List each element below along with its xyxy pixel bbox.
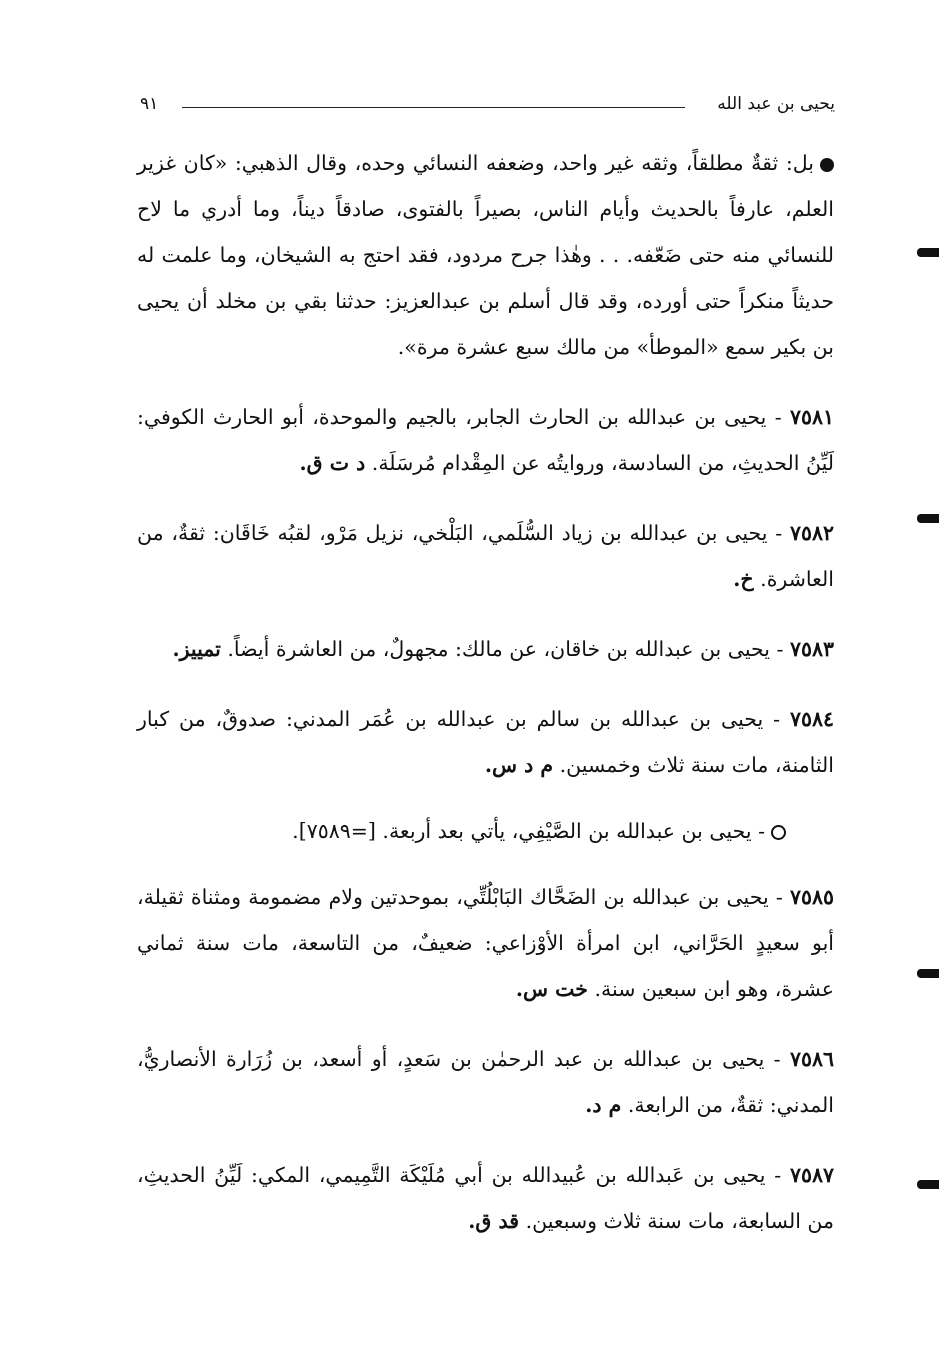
entry-7586: ٧٥٨٦ - يحيى بن عبدالله بن عبد الرحمٰن بن سَعدٍ، أو أسعد، بن زُرَارة الأنصاريُّ، المدني: ثقةٌ، من الرابعة. م د. — [137, 1047, 834, 1117]
filled-circle-icon — [820, 158, 834, 172]
entry-text: يحيى بن عبدالله بن زياد السُّلَمي، البَلْخي، نزيل مَرْو، لقبُه خَاقَان: ثقةٌ، من العاشرة. — [137, 521, 834, 591]
entry-symbols: خ. — [733, 567, 754, 591]
entry-number: ٧٥٨٤ — [789, 707, 834, 731]
page-number: ٩١ — [140, 94, 159, 114]
entry-symbols: م د. — [585, 1093, 622, 1117]
margin-thumb-mark — [917, 514, 939, 523]
header-rule — [182, 107, 685, 108]
entry-text: يحيى بن عبدالله بن سالم بن عبدالله بن عُمَر المدني: صدوقٌ، من كبار الثامنة، مات سنة ثلاث وخمسين. — [137, 707, 834, 777]
running-title: يحيى بن عبد الله — [717, 94, 835, 114]
margin-thumb-mark — [917, 1180, 939, 1189]
entry-7584: ٧٥٨٤ - يحيى بن عبدالله بن سالم بن عبدالله بن عُمَر المدني: صدوقٌ، من كبار الثامنة، مات سنة ثلاث وخمسين. م د س. — [137, 707, 834, 777]
entry-cross-reference: - يحيى بن عبدالله بن الصَّيْفِي، يأتي بعد أربعة. [=٧٥٨٩]. — [137, 808, 834, 854]
entry-number: ٧٥٨٥ — [789, 885, 834, 909]
entry-7581: ٧٥٨١ - يحيى بن عبدالله بن الحارث الجابر، بالجيم والموحدة، أبو الحارث الكوفي: لَيِّنُ الحديثِ، من السادسة، وروايتُه عن المِقْدام مُرسَلَة. د ت ق. — [137, 405, 835, 475]
entry-number: ٧٥٨٦ — [789, 1047, 834, 1071]
entry-7587: ٧٥٨٧ - يحيى بن عَبدالله بن عُبيدالله بن أبي مُلَيْكَة التَّمِيمي، المكي: لَيِّنُ الحديثِ، من السابعة، مات سنة ثلاث وسبعين. قد ق. — [137, 1163, 834, 1233]
entry-text: يحيى بن عبدالله بن خاقان، عن مالك: مجهولٌ، من العاشرة أيضاً. — [227, 637, 770, 661]
entry-text: يحيى بن عبدالله بن الصَّيْفِي، يأتي بعد أربعة. [=٧٥٨٩]. — [292, 819, 752, 843]
margin-thumb-mark — [917, 969, 939, 978]
entry-7583: ٧٥٨٣ - يحيى بن عبدالله بن خاقان، عن مالك: مجهولٌ، من العاشرة أيضاً. تمييز. — [172, 637, 834, 661]
entry-number: ٧٥٨٢ — [789, 521, 834, 545]
entry-continuation — [137, 140, 834, 370]
margin-thumb-mark — [917, 248, 939, 257]
entry-symbols: خت س. — [515, 977, 588, 1001]
running-header — [140, 92, 835, 122]
entry-symbols: قد ق. — [468, 1209, 520, 1233]
hollow-circle-icon — [771, 825, 786, 840]
entry-symbols: د ت ق. — [299, 451, 366, 475]
entry-number: ٧٥٨١ — [789, 405, 835, 429]
entry-text: يحيى بن عبدالله بن الضَحَّاك البَابْلُتِّي، بموحدتين ولام مضمومة ومثناة ثقيلة، أبو سعيدٍ الحَرَّاني، ابن امرأة الأوْزاعي: ضعيفٌ، من التاسعة، مات سنة ثماني عشرة، وهو ابن سبعين سنة. — [137, 885, 834, 1001]
entry-number: ٧٥٨٣ — [789, 637, 834, 661]
entry-text: بل: ثقةٌ مطلقاً، وثقه غير واحد، وضعفه النسائي وحده، وقال الذهبي: «كان غزير العلم، عارفاً بالحديث وأيام الناس، بصيراً بالفتوى، صادقاً ديناً، وما أدري ما لاح للنسائي منه حتى ضَعّفه. . . وهٰذا جرح مردود، فقد احتج به الشيخان، وما علمت له حديثاً منكراً حتى أورده، وقد قال أسلم بن عبدالعزيز: حدثنا بقي بن مخلد أن يحيى بن بكير سمع «الموطأ» من مالك سبع عشرة مرة». — [137, 151, 834, 359]
entry-symbols: م د س. — [484, 753, 554, 777]
text-column — [137, 140, 834, 1244]
entry-text: يحيى بن عبدالله بن عبد الرحمٰن بن سَعدٍ، أو أسعد، بن زُرَارة الأنصاريُّ، المدني: ثقةٌ، من الرابعة. — [137, 1047, 834, 1117]
entry-text: يحيى بن عَبدالله بن عُبيدالله بن أبي مُلَيْكَة التَّمِيمي، المكي: لَيِّنُ الحديثِ، من السابعة، مات سنة ثلاث وسبعين. — [137, 1163, 834, 1233]
entry-symbols: تمييز. — [172, 637, 221, 661]
entry-text: يحيى بن عبدالله بن الحارث الجابر، بالجيم والموحدة، أبو الحارث الكوفي: لَيِّنُ الحديثِ، من السادسة، وروايتُه عن المِقْدام مُرسَلَة. — [137, 405, 834, 475]
entry-7585: ٧٥٨٥ - يحيى بن عبدالله بن الضَحَّاك البَابْلُتِّي، بموحدتين ولام مضمومة ومثناة ثقيلة، أبو سعيدٍ الحَرَّاني، ابن امرأة الأوْزاعي: ضعيفٌ، من التاسعة، مات سنة ثماني عشرة، وهو ابن سبعين سنة. خت س. — [137, 885, 834, 1001]
entry-number: ٧٥٨٧ — [789, 1163, 834, 1187]
entry-7582: ٧٥٨٢ - يحيى بن عبدالله بن زياد السُّلَمي، البَلْخي، نزيل مَرْو، لقبُه خَاقَان: ثقةٌ، من العاشرة. خ. — [137, 521, 834, 591]
